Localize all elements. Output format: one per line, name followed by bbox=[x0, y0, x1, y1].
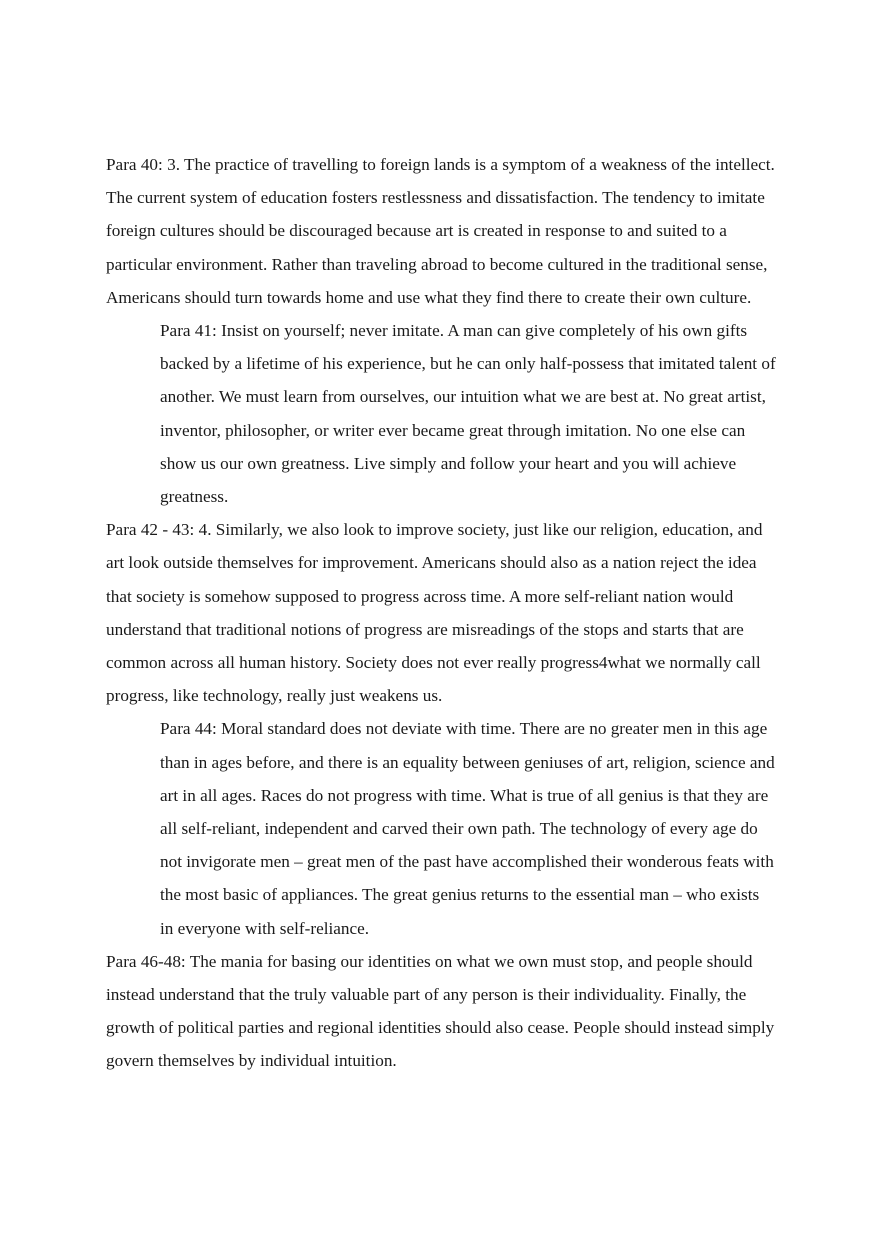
document-body bbox=[106, 148, 776, 1078]
paragraph-para-41: Para 41: Insist on yourself; never imitate. A man can give completely of his own gifts backed by a lifetime of his experience, but he can only half-possess that imitated talent of another. We must learn from ourselves, our intuition what we are best at. No great artist, inventor, philosopher, or writer ever became great through imitation. No one else can show us our own greatness. Live simply and follow your heart and you will achieve greatness. bbox=[160, 321, 776, 507]
paragraph-para-40: Para 40: 3. The practice of travelling to foreign lands is a symptom of a weakness of the intellect. The current system of education fosters restlessness and dissatisfaction. The tendency to imitate foreign cultures should be discouraged because art is created in response to and suited to a particular environment. Rather than traveling abroad to become cultured in the traditional sense, Americans should turn towards home and use what they find there to create their own culture. bbox=[106, 155, 775, 307]
paragraph-para-42-43: Para 42 - 43: 4. Similarly, we also look to improve society, just like our religion, education, and art look outside themselves for improvement. Americans should also as a nation reject the idea that society is somehow supposed to progress across time. A more self-reliant nation would understand that traditional notions of progress are misreadings of the stops and starts that are common across all human history. Society does not ever really progress4what we normally call progress, like technology, really just weakens us. bbox=[106, 520, 763, 706]
paragraph-para-44: Para 44: Moral standard does not deviate with time. There are no greater men in this age than in ages before, and there is an equality between geniuses of art, religion, science and art in all ages. Races do not progress with time. What is true of all genius is that they are all self-reliant, independent and carved their own path. The technology of every age do not invigorate men – great men of the past have accomplished their wonderous feats with the most basic of appliances. The great genius returns to the essential man – who exists in everyone with self-reliance. bbox=[160, 719, 775, 938]
paragraph-para-46-48: Para 46-48: The mania for basing our identities on what we own must stop, and people should instead understand that the truly valuable part of any person is their individuality. Finally, the growth of political parties and regional identities should also cease. People should instead simply govern themselves by individual intuition. bbox=[106, 951, 775, 1071]
